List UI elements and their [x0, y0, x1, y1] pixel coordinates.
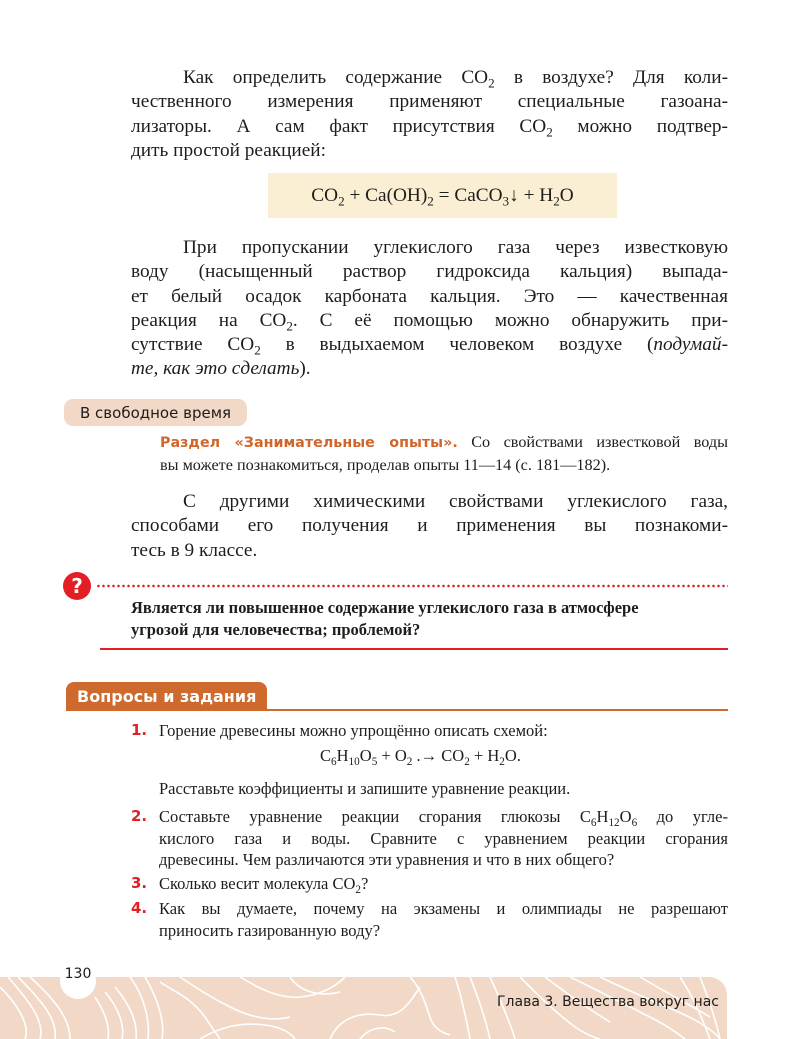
text-line: сутствие $CO_2$ в выдыхаемом человеком воздухе (подумай-: [131, 334, 728, 358]
item-number: 2.: [131, 807, 148, 825]
experiments-section-link: Раздел «Занимательные опыты».: [160, 435, 458, 451]
lime-water-paragraph: [131, 236, 728, 382]
item-number: 3.: [131, 874, 148, 892]
free-time-text: [160, 432, 728, 476]
questions-section-header: Вопросы и задания: [66, 682, 267, 710]
qa-item-2: [131, 806, 728, 871]
wood-combustion-formula: $C_6H_{10}O_5 + O_2$ .→ $CO_2 + H_2O$.: [320, 746, 521, 768]
text-line: угрозой для человечества; проблемой?: [131, 619, 421, 639]
free-time-tag: В свободное время: [64, 399, 247, 426]
text-line: Раздел «Занимательные опыты». Со свойствами известковой воды: [160, 433, 728, 451]
text-line: тесь в 9 классе.: [131, 539, 258, 561]
text-line: Как вы думаете, почему на экзамены и олимпиады не разрешают: [159, 899, 728, 918]
qa-item-4: [131, 898, 728, 941]
text-line: Как определить содержание $CO_2$ в воздухе? Для коли-: [183, 67, 728, 91]
question-icon: ?: [63, 572, 91, 600]
text-line: чественного измерения применяют специальные газоана-: [131, 91, 728, 113]
text-line: дить простой реакцией:: [131, 139, 326, 161]
item-number: 1.: [131, 721, 148, 739]
text-line: те, как это сделать).: [131, 358, 311, 380]
orange-divider: [66, 709, 728, 711]
grade-9-paragraph: [131, 490, 728, 563]
intro-paragraph: [131, 66, 728, 163]
text-line: Составьте уравнение реакции сгорания глюкозы $C_6H_{12}O_6$ до угле-: [159, 807, 728, 829]
discussion-question: [131, 597, 731, 640]
text-line: способами его получения и применения вы познакоми-: [131, 515, 728, 537]
dotted-divider: [96, 584, 728, 588]
red-divider: [100, 648, 728, 650]
text-line: приносить газированную воду?: [159, 920, 381, 940]
coefficients-note: Расставьте коэффициенты и запишите уравнение реакции.: [159, 779, 571, 798]
text-line: ет белый осадок карбоната кальция. Это — качественная: [131, 285, 728, 307]
reaction-formula: $CO_2 + Ca(OH)_2$ = CaCO$_3$↓ + $H_2O$: [311, 184, 574, 209]
chapter-title: Глава 3. Вещества вокруг нас: [497, 994, 719, 1010]
page-number: 130: [64, 966, 92, 982]
reaction-formula-box: [268, 173, 617, 218]
qa-item-3: 3. Сколько весит молекула $CO_2$?: [131, 874, 369, 896]
text-line: вы можете познакомиться, проделав опыты 11—14 (с. 181—182).: [160, 455, 611, 474]
text-line: реакция на $CO_2$. С её помощью можно обнаружить при-: [131, 309, 728, 334]
text-line: Является ли повышенное содержание углекислого газа в атмосфере: [131, 598, 639, 617]
item-text: Горение древесины можно упрощённо описать схемой:: [159, 721, 548, 740]
text-line: кислого газа и воды. Сравните с уравнением реакции сгорания: [159, 828, 728, 848]
text-line: лизаторы. А сам факт присутствия $CO_2$ можно подтвер-: [131, 115, 728, 140]
text-line: древесины. Чем различаются эти уравнения и что в них общего?: [159, 850, 615, 869]
text-line: При пропускании углекислого газа через известковую: [183, 237, 728, 258]
text-line: С другими химическими свойствами углекислого газа,: [183, 491, 728, 512]
qa-item-1: [131, 720, 728, 742]
text-line: воду (насыщенный раствор гидроксида кальция) выпада-: [131, 261, 728, 283]
item-number: 4.: [131, 899, 148, 917]
